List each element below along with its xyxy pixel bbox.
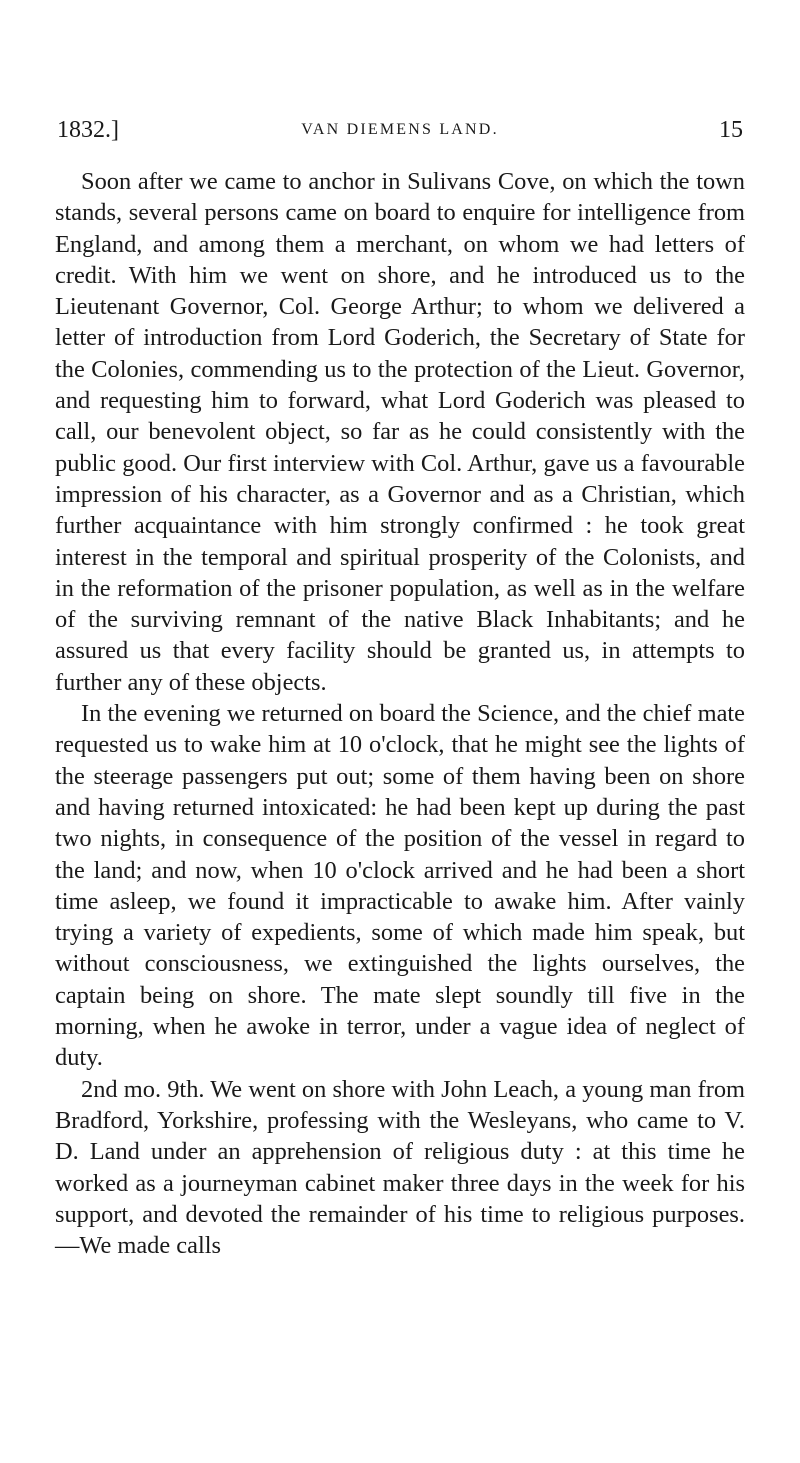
paragraph: In the evening we returned on board the Science, and the chief mate requested us to wake him at 10 o'clock, that he might see the lights of the steerage passengers put out; some of them having been on shore and having returned intoxicated: he had been kept up during the past two nights, in consequence of the position of the vessel in regard to the land; and now, when 10 o'clock arrived and he had been a short time asleep, we found it impracticable to awake him. After vainly trying a variety of expedients, some of which made him speak, but without consciousness, we extinguished the lights ourselves, the captain being on shore. The mate slept soundly till five in the morning, when he awoke in terror, under a vague idea of neglect of duty.	[55, 700, 745, 1072]
page-number: 15	[719, 117, 743, 143]
running-head	[57, 112, 743, 148]
body-text	[55, 166, 745, 1261]
header-title: VAN DIEMENS LAND.	[301, 121, 499, 138]
paragraph: Soon after we came to anchor in Sulivans Cove, on which the town stands, several persons came on board to enquire for intelligence from England, and among them a merchant, on whom we had letters of credit. With him we went on shore, and he introduced us to the Lieutenant Governor, Col. George Arthur; to whom we delivered a letter of introduction from Lord Goderich, the Secretary of State for the Colonies, commending us to the protection of the Lieut. Governor, and requesting him to forward, what Lord Goderich was pleased to call, our benevolent object, so far as he could consistently with the public good. Our first interview with Col. Arthur, gave us a favourable impression of his character, as a Governor and as a Christian, which further acquaintance with him strongly confirmed : he took great interest in the temporal and spiritual prosperity of the Colonists, and in the reformation of the prisoner population, as well as in the welfare of the surviving remnant of the native Black Inhabitants; and he assured us that every facility should be granted us, in attempts to further any of these objects.	[55, 168, 745, 696]
header-year: 1832.]	[57, 117, 119, 143]
paragraph: 2nd mo. 9th. We went on shore with John Leach, a young man from Bradford, Yorkshire, professing with the Wesleyans, who came to V. D. Land under an apprehension of religious duty : at this time he worked as a journeyman cabinet maker three days in the week for his support, and devoted the remainder of his time to religious purposes.—We made calls	[55, 1075, 745, 1260]
